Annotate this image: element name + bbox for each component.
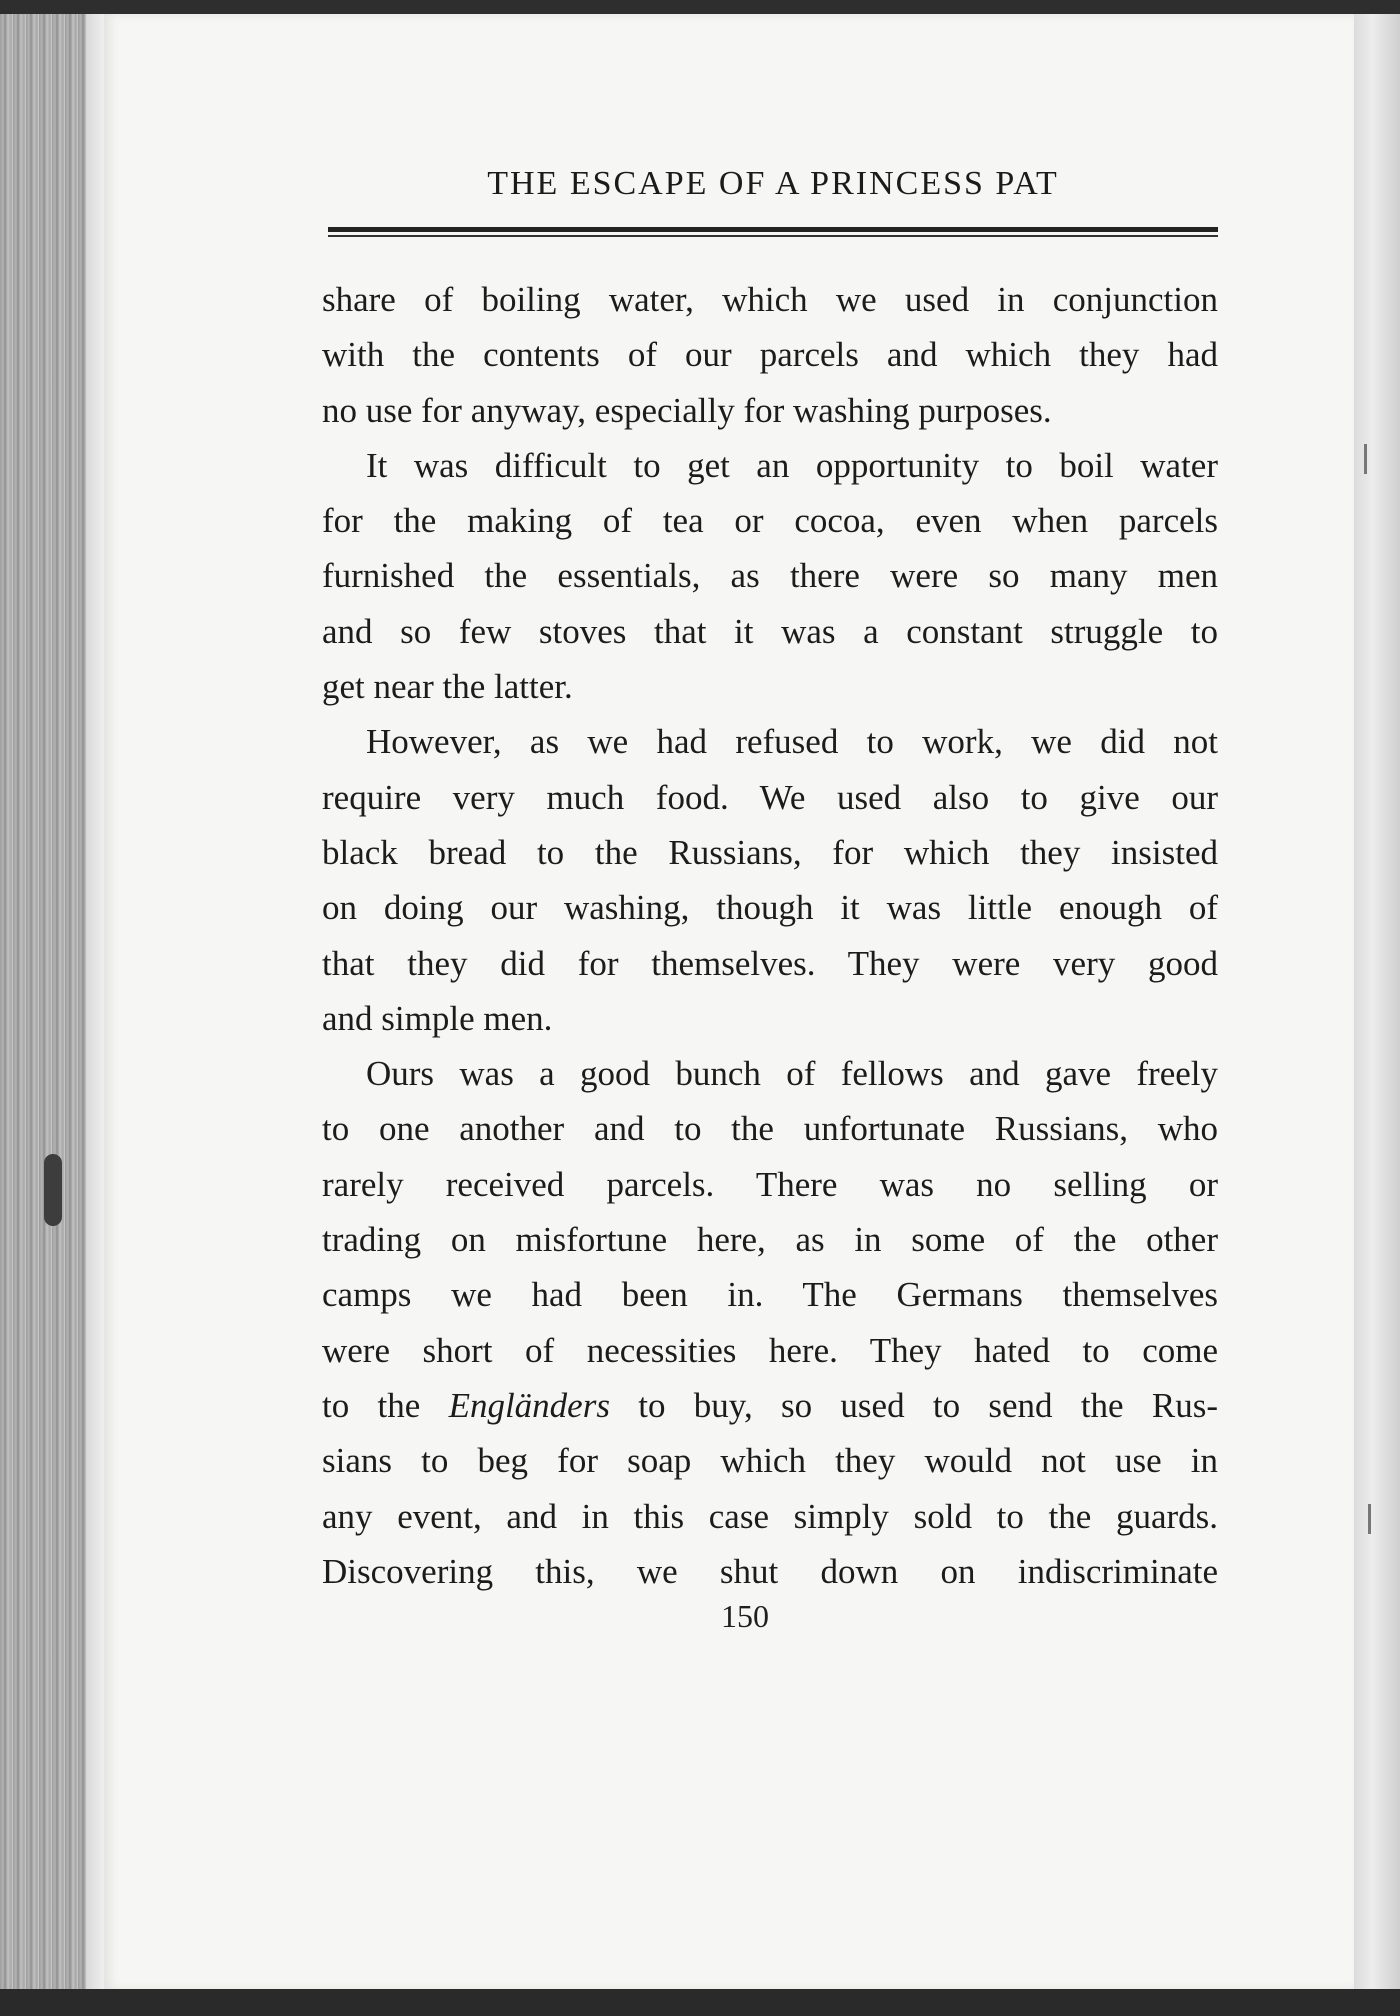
page-number: 150: [721, 1598, 769, 1634]
paragraph: [322, 272, 1218, 438]
text-line: any event, and in this case simply sold to the guards.: [322, 1496, 1218, 1536]
paragraph: [322, 438, 1218, 714]
scanner-bottom-band: [0, 1989, 1400, 2016]
edge-tick: [1368, 1504, 1371, 1534]
text-line: and so few stoves that it was a constant struggle to: [322, 611, 1218, 651]
text-line: trading on misfortune here, as in some of the other: [322, 1220, 1218, 1260]
facing-page-edge: [1354, 14, 1400, 1989]
paragraph: [322, 714, 1218, 1046]
text-line: Discovering this, we shut down on indiscriminate: [322, 1551, 1218, 1591]
text-run: to the: [322, 1385, 449, 1425]
book-page-edges: [0, 14, 104, 1989]
binding-mark: [44, 1154, 62, 1226]
text-line: for the making of tea or cocoa, even when parcels: [322, 501, 1218, 541]
header-rule-thick: [328, 227, 1218, 232]
text-line: camps we had been in. The Germans themselves: [322, 1275, 1218, 1315]
text-line: on doing our washing, though it was little enough of: [322, 888, 1218, 928]
running-head: THE ESCAPE OF A PRINCESS PAT: [487, 165, 1059, 202]
italic-word: Engländers: [448, 1385, 610, 1425]
text-line: and simple men.: [322, 998, 553, 1038]
text-line: black bread to the Russians, for which they insisted: [322, 832, 1218, 872]
text-line: require very much food. We used also to give our: [322, 777, 1218, 817]
paragraph: [322, 1046, 1218, 1599]
text-line: no use for anyway, especially for washing purposes.: [322, 390, 1052, 430]
text-line: sians to beg for soap which they would not use in: [322, 1441, 1218, 1481]
text-line: It was difficult to get an opportunity to boil water: [366, 445, 1218, 485]
text-line: furnished the essentials, as there were so many men: [322, 556, 1218, 596]
text-line: that they did for themselves. They were very good: [322, 943, 1218, 983]
text-line: share of boiling water, which we used in conjunction: [322, 280, 1218, 319]
text-line: get near the latter.: [322, 667, 573, 707]
text-line: with the contents of our parcels and which they had: [322, 335, 1218, 375]
text-line: Ours was a good bunch of fellows and gave freely: [366, 1054, 1218, 1094]
text-line: However, as we had refused to work, we did not: [366, 722, 1218, 762]
body-text: [322, 272, 1218, 1599]
edge-tick: [1364, 444, 1367, 474]
header-rule-thin: [328, 235, 1218, 237]
text-line: rarely received parcels. There was no selling or: [322, 1164, 1218, 1204]
text-run: to buy, so used to send the Rus-: [609, 1385, 1218, 1425]
text-line: [322, 1378, 1218, 1433]
text-line: were short of necessities here. They hated to come: [322, 1330, 1218, 1370]
text-line: to one another and to the unfortunate Russians, who: [322, 1109, 1218, 1149]
